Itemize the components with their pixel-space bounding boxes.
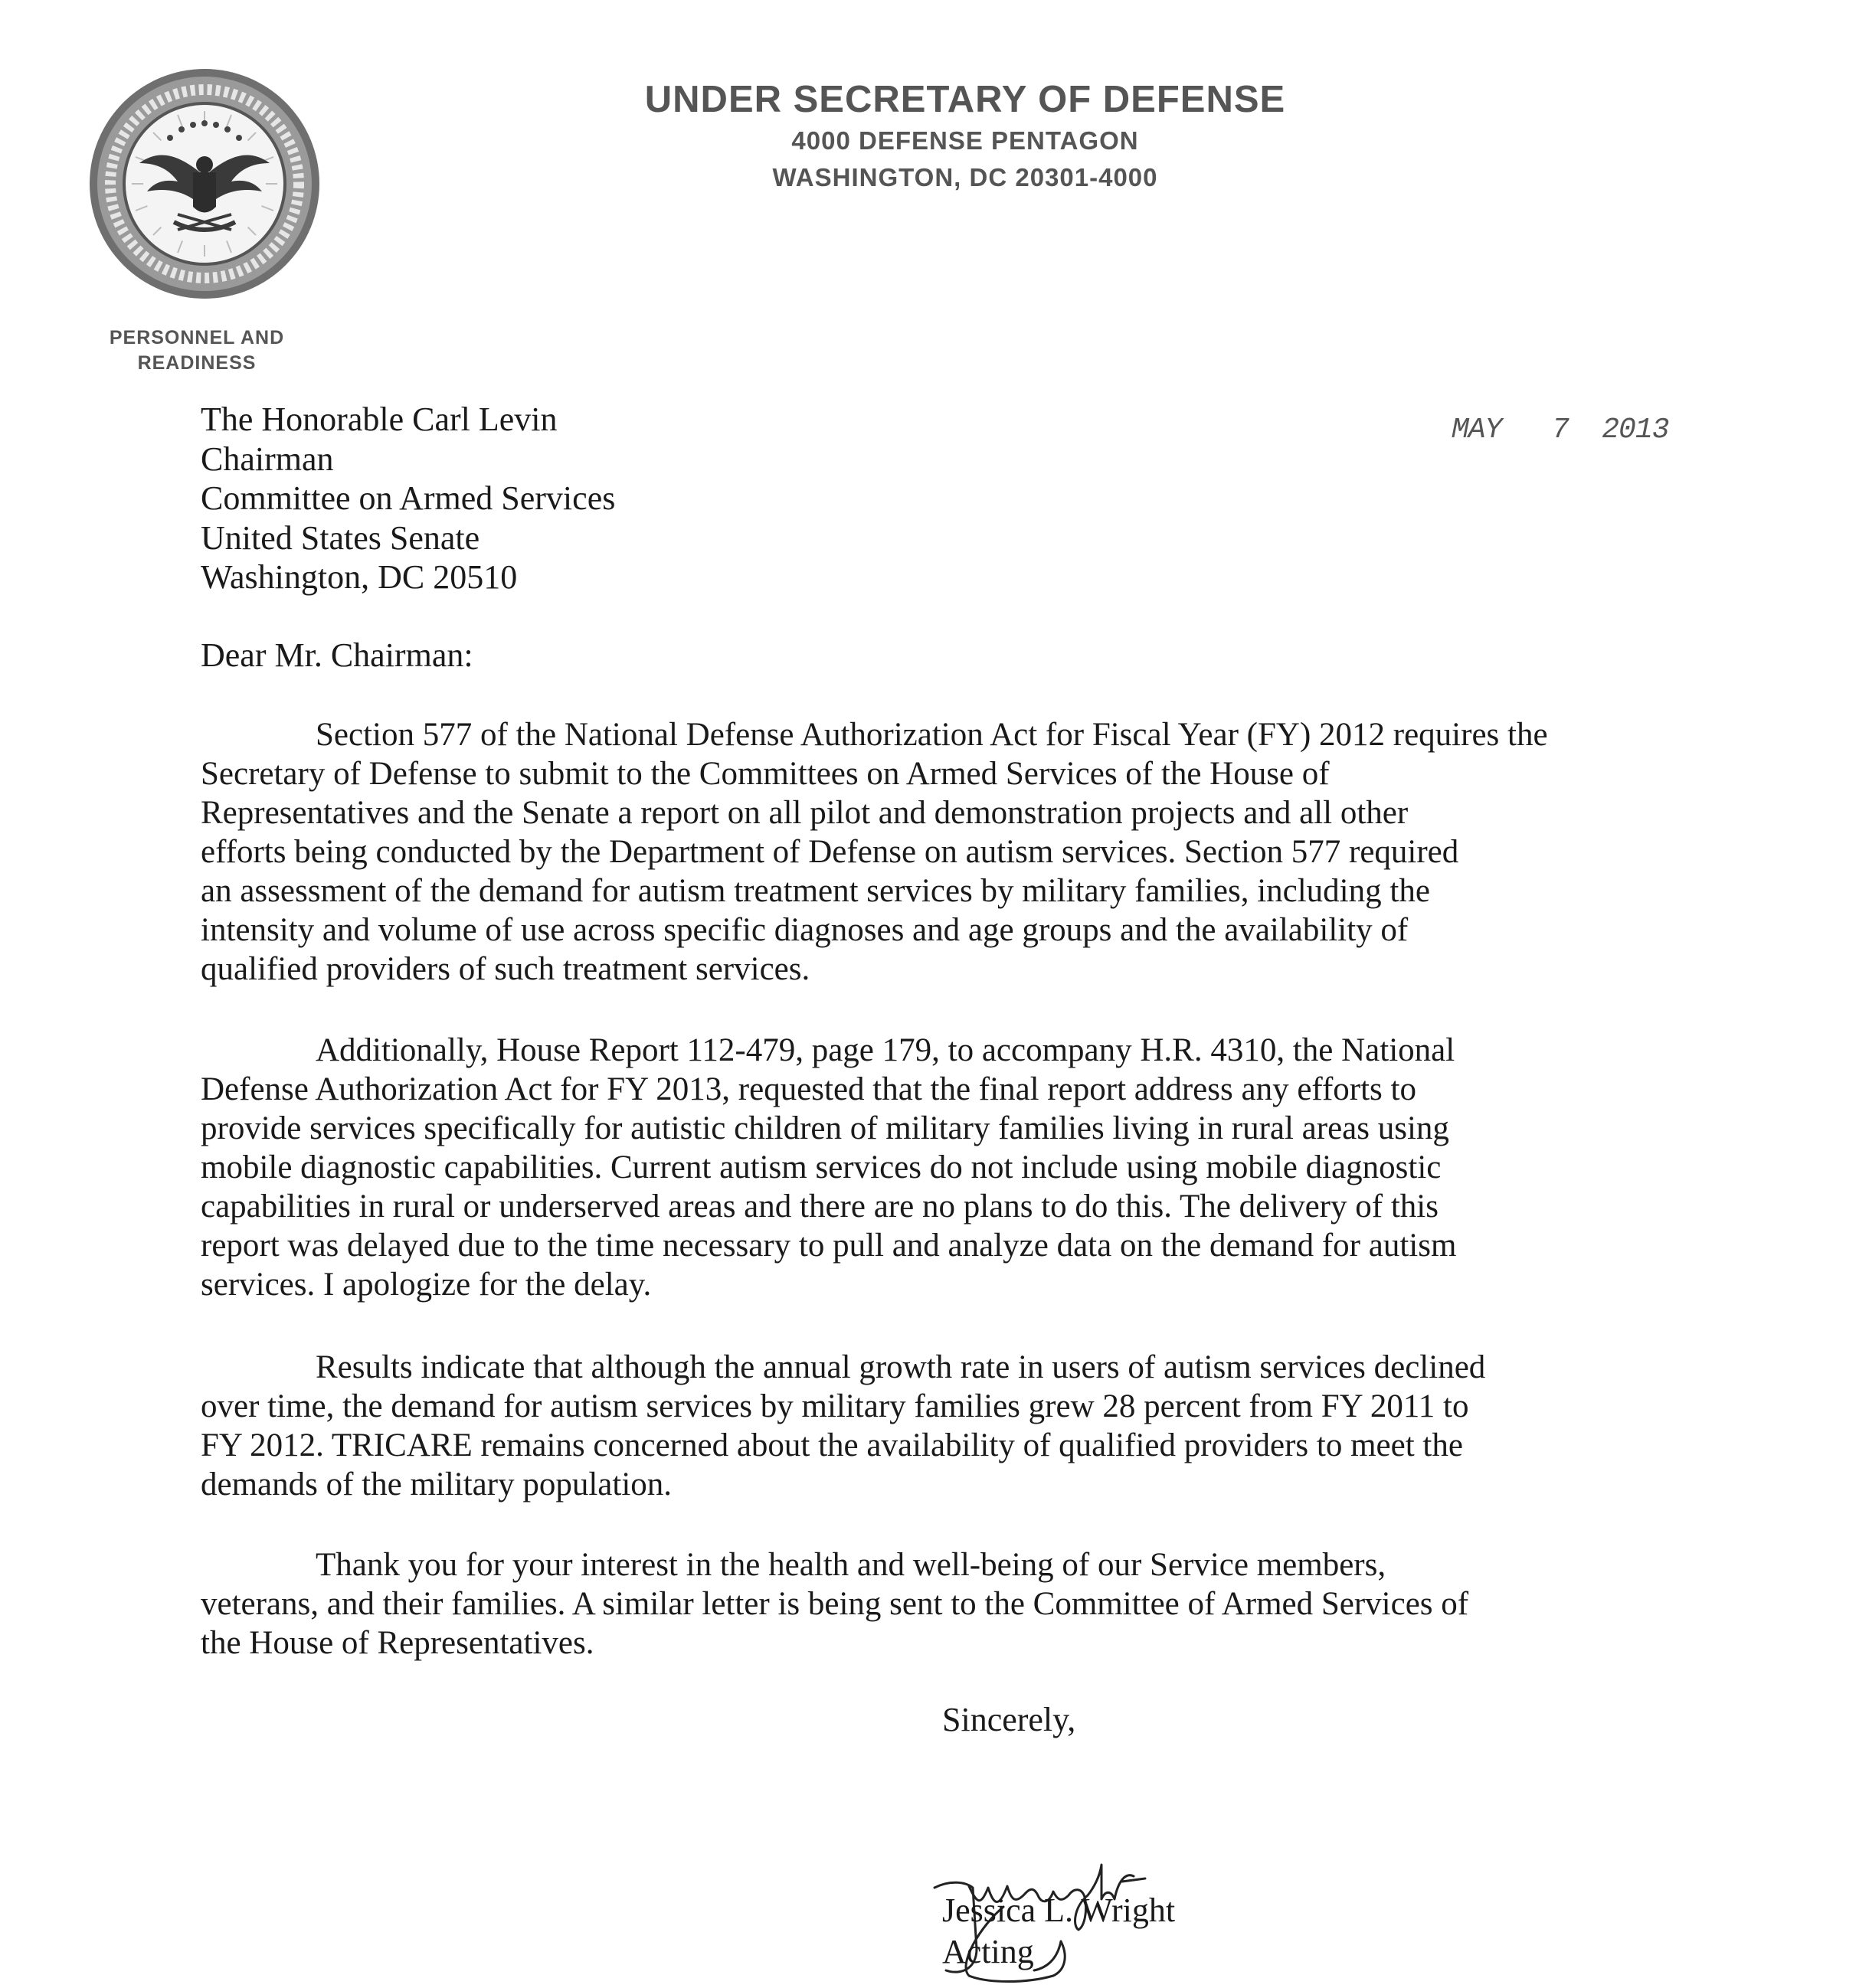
paragraph-line: an assessment of the demand for autism treatment services by military families, including the — [201, 873, 1430, 909]
paragraph-3 — [201, 1348, 1687, 1504]
paragraph-4 — [201, 1545, 1687, 1663]
recipient-city: Washington, DC 20510 — [201, 558, 518, 596]
paragraph-line: Secretary of Defense to submit to the Committees on Armed Services of the House of — [201, 756, 1330, 792]
paragraph-line: mobile diagnostic capabilities. Current autism services do not include using mobile diagnostic — [201, 1149, 1442, 1185]
salutation: Dear Mr. Chairman: — [201, 636, 473, 674]
paragraph-line: Results indicate that although the annual growth rate in users of autism services declined — [316, 1349, 1486, 1385]
paragraph-line: veterans, and their families. A similar letter is being sent to the Committee of Armed Services of — [201, 1586, 1469, 1622]
letterhead — [460, 77, 1471, 196]
paragraph-line: the House of Representatives. — [201, 1625, 594, 1661]
paragraph-line: Representatives and the Senate a report on all pilot and demonstration projects and all other — [201, 795, 1409, 831]
paragraph-line: Defense Authorization Act for FY 2013, requested that the final report address any efforts to — [201, 1071, 1416, 1107]
recipient-committee: Committee on Armed Services — [201, 479, 616, 517]
paragraph-2 — [201, 1031, 1687, 1304]
paragraph-line: FY 2012. TRICARE remains concerned about the availability of qualified providers to meet the — [201, 1427, 1463, 1463]
recipient-body: United States Senate — [201, 518, 480, 557]
date-stamp: MAY 7 2013 — [1452, 414, 1669, 446]
signer-block — [942, 1890, 1175, 1973]
paragraph-line: demands of the military population. — [201, 1466, 673, 1502]
signer-title: Acting — [942, 1933, 1034, 1970]
recipient-title: Chairman — [201, 440, 334, 478]
paragraph-line: capabilities in rural or underserved areas and there are no plans to do this. The delivery of this — [201, 1189, 1439, 1225]
paragraph-line: Section 577 of the National Defense Authorization Act for Fiscal Year (FY) 2012 requires the — [316, 717, 1548, 753]
paragraph-line: efforts being conducted by the Department of Defense on autism services. Section 577 required — [201, 834, 1459, 870]
office-line1: PERSONNEL AND — [109, 327, 285, 348]
closing: Sincerely, — [942, 1701, 1076, 1738]
office-name — [86, 325, 308, 376]
letterhead-title: UNDER SECRETARY OF DEFENSE — [644, 79, 1286, 120]
paragraph-line: services. I apologize for the delay. — [201, 1267, 652, 1303]
letterhead-address-line2: WASHINGTON, DC 20301-4000 — [772, 163, 1158, 191]
paragraph-line: intensity and volume of use across specific diagnoses and age groups and the availability of — [201, 912, 1409, 948]
paragraph-1 — [201, 715, 1687, 989]
paragraph-line: Additionally, House Report 112-479, page 179, to accompany H.R. 4310, the National — [316, 1032, 1455, 1068]
paragraph-line: qualified providers of such treatment services. — [201, 951, 810, 987]
office-line2: READINESS — [137, 352, 257, 374]
paragraph-line: Thank you for your interest in the health and well-being of our Service members, — [316, 1547, 1386, 1583]
paragraph-line: over time, the demand for autism services by military families grew 28 percent from FY 2011 to — [201, 1388, 1469, 1424]
department-of-defense-seal-icon — [86, 65, 323, 302]
signer-name: Jessica L. Wright — [942, 1892, 1176, 1929]
letterhead-address-line1: 4000 DEFENSE PENTAGON — [791, 126, 1139, 155]
paragraph-line: provide services specifically for autistic children of military families living in rural areas using — [201, 1110, 1449, 1146]
paragraph-line: report was delayed due to the time necessary to pull and analyze data on the demand for autism — [201, 1228, 1457, 1264]
recipient-name: The Honorable Carl Levin — [201, 401, 558, 438]
recipient-address — [201, 400, 615, 597]
